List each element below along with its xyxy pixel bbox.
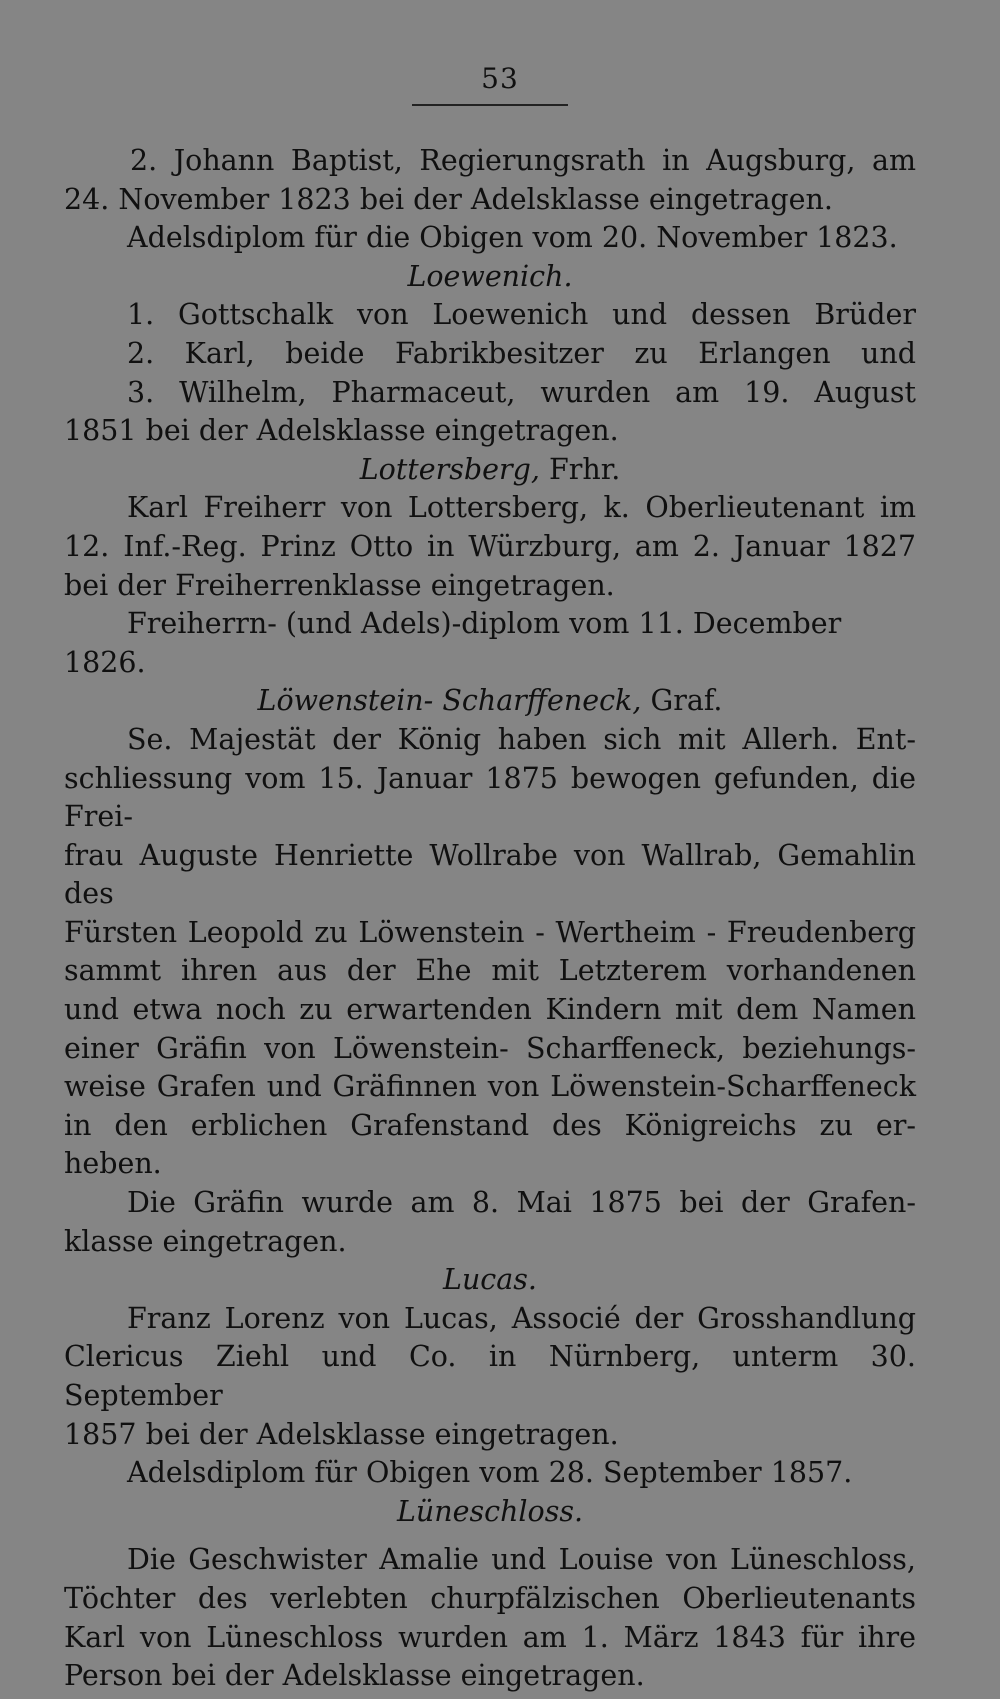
paragraph	[64, 1300, 916, 1454]
page-number-rule	[412, 104, 568, 106]
text-line: Se. Majestät der König haben sich mit Allerh. Ent-	[127, 722, 916, 756]
entry-heading-name: Lottersberg,	[359, 452, 540, 486]
text-line: sammt ihren aus der Ehe mit Letzterem vorhandenen	[64, 954, 916, 988]
entry-heading-name: Löwenstein- Scharffeneck,	[257, 684, 642, 718]
paragraph	[64, 1541, 916, 1695]
text-line: 24. November 1823 bei der Adelsklasse eingetragen.	[64, 182, 833, 216]
text-line: 1851 bei der Adelsklasse eingetragen.	[64, 414, 619, 448]
paragraph	[64, 335, 916, 374]
text-line: weise Grafen und Gräfinnen von Löwenstein-Scharffeneck	[64, 1070, 916, 1104]
entry-heading	[64, 258, 916, 297]
entry-heading-name: Lucas.	[443, 1263, 537, 1297]
text-line: Adelsdiplom für die Obigen vom 20. November 1823.	[127, 221, 898, 255]
entry-heading	[64, 1493, 916, 1532]
text-line: klasse eingetragen.	[64, 1224, 347, 1258]
text-line: schliessung vom 15. Januar 1875 bewogen gefunden, die Frei-	[64, 761, 916, 834]
text-line: heben.	[64, 1147, 162, 1181]
entry-heading	[64, 451, 916, 490]
text-line: Die Gräfin wurde am 8. Mai 1875 bei der Grafen-	[127, 1186, 916, 1220]
text-line: 3. Wilhelm, Pharmaceut, wurden am 19. August	[127, 375, 916, 409]
text-line: 2. Karl, beide Fabrikbesitzer zu Erlangen und	[127, 336, 916, 370]
text-line: Karl Freiherr von Lottersberg, k. Oberlieutenant im	[127, 491, 916, 525]
text-line: Clericus Ziehl und Co. in Nürnberg, unterm 30. September	[64, 1340, 916, 1412]
paragraph	[64, 1454, 916, 1493]
text-line: Freiherrn- (und Adels)-diplom vom 11. December 1826.	[64, 607, 842, 679]
text-line: Die Geschwister Amalie und Louise von Lüneschloss,	[127, 1543, 916, 1577]
text-line: 1857 bei der Adelsklasse eingetragen.	[64, 1417, 619, 1451]
paragraph	[64, 219, 916, 258]
entry-heading-rank: Frhr.	[539, 452, 621, 486]
text-line: 2. Johann Baptist, Regierungsrath in Augsburg, am	[130, 144, 916, 177]
paragraph	[64, 605, 916, 682]
text-line: 12. Inf.-Reg. Prinz Otto in Würzburg, am 2. Januar 1827	[64, 529, 916, 563]
entry-heading-rank: Graf.	[641, 684, 723, 718]
text-line: und etwa noch zu erwartenden Kindern mit dem Namen	[64, 993, 916, 1027]
page-number: 53	[481, 62, 519, 95]
text-line: Adelsdiplom für Obigen vom 28. September 1857.	[127, 1456, 853, 1490]
text-line: 1. Gottschalk von Loewenich und dessen Brüder	[127, 298, 916, 332]
paragraph	[64, 142, 916, 219]
text-line: Töchter des verlebten churpfälzischen Oberlieutenants	[64, 1581, 916, 1615]
entry-heading	[64, 682, 916, 721]
text-line: frau Auguste Henriette Wollrabe von Wallrab, Gemahlin des	[64, 838, 916, 911]
entry-heading-name: Lüneschloss.	[396, 1494, 584, 1528]
paragraph-gap	[64, 1531, 916, 1541]
text-line: in den erblichen Grafenstand des Königreichs zu er-	[64, 1108, 916, 1142]
paragraph	[64, 489, 916, 605]
text-line: einer Gräfin von Löwenstein- Scharffeneck, beziehungs-	[64, 1031, 916, 1065]
paragraph	[64, 374, 916, 451]
paragraph	[64, 296, 916, 335]
text-line: Fürsten Leopold zu Löwenstein - Wertheim - Freudenberg	[64, 915, 916, 949]
text-line: Franz Lorenz von Lucas, Associé der Grosshandlung	[127, 1301, 916, 1335]
text-line: bei der Freiherrenklasse eingetragen.	[64, 568, 615, 602]
text-line: Person bei der Adelsklasse eingetragen.	[64, 1659, 645, 1693]
entry-heading	[64, 1261, 916, 1300]
paragraph	[64, 721, 916, 1184]
page-text	[64, 142, 916, 1696]
entry-heading-name: Loewenich.	[407, 259, 573, 293]
text-line: Karl von Lüneschloss wurden am 1. März 1843 für ihre	[64, 1620, 916, 1654]
paragraph	[64, 1184, 916, 1261]
